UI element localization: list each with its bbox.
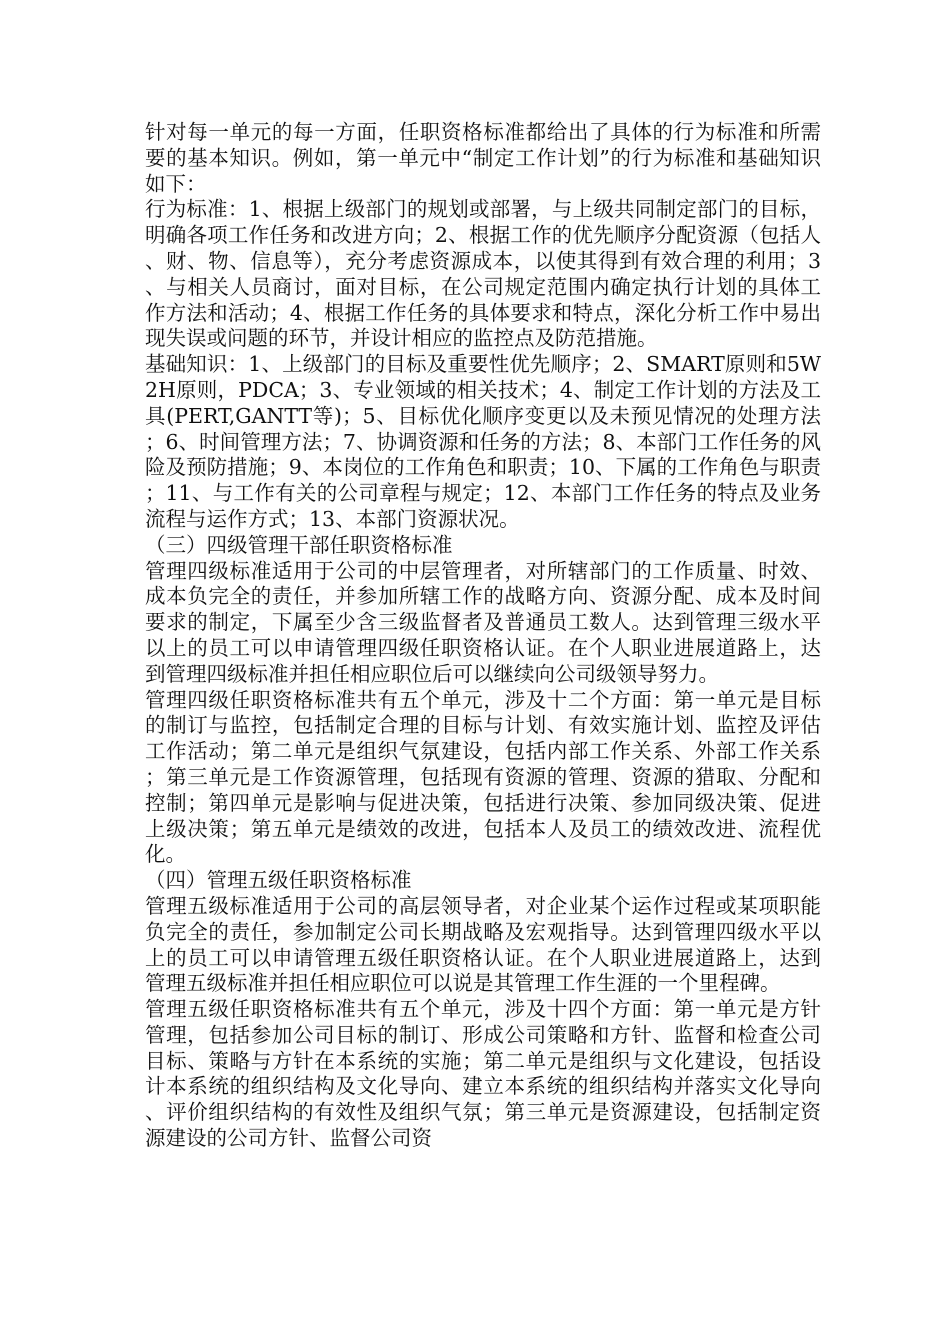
intro-paragraph: 针对每一单元的每一方面，任职资格标准都给出了具体的行为标准和所需要的基本知识。例如，第一单元中“制定工作计划”的行为标准和基础知识如下：: [145, 120, 821, 196]
basic-knowledge-paragraph: 基础知识：1、上级部门的目标及重要性优先顺序；2、SMART原则和5W2H原则，PDCA；3、专业领域的相关技术；4、制定工作计划的方法及工具(PERT,GANTT等)；5、目标优化顺序变更以及未预见情况的处理方法；6、时间管理方法；7、协调资源和任务的方法；8、本部门工作任务的风险及预防措施；9、本岗位的工作角色和职责；10、下属的工作角色与职责；11、与工作有关的公司章程与规定；12、本部门工作任务的特点及业务流程与运作方式；13、本部门资源状况。: [145, 352, 821, 531]
section-3-paragraph-1: 管理四级标准适用于公司的中层管理者，对所辖部门的工作质量、时效、成本负完全的责任，并参加所辖工作的战略方向、资源分配、成本及时间要求的制定，下属至少含三级监督者及普通员工数人。达到管理三级水平以上的员工可以申请管理四级任职资格认证。在个人职业进展道路上，达到管理四级标准并担任相应职位后可以继续向公司级领导努力。: [145, 558, 821, 686]
section-3-heading: （三）四级管理干部任职资格标准: [145, 532, 453, 557]
behavior-standard-paragraph: 行为标准：1、根据上级部门的规划或部署，与上级共同制定部门的目标，明确各项工作任务和改进方向；2、根据工作的优先顺序分配资源（包括人、财、物、信息等），充分考虑资源成本，以使其得到有效合理的利用；3、与相关人员商讨，面对目标，在公司规定范围内确定执行计划的具体工作方法和活动；4、根据工作任务的具体要求和特点，深化分析工作中易出现失误或问题的环节，并设计相应的监控点及防范措施。: [145, 197, 821, 351]
section-4-paragraph-2: 管理五级任职资格标准共有五个单元，涉及十四个方面：第一单元是方针管理，包括参加公司目标的制订、形成公司策略和方针、监督和检查公司目标、策略与方针在本系统的实施；第二单元是组织与文化建设，包括设计本系统的组织结构及文化导向、建立本系统的组织结构并落实文化导向、评价组织结构的有效性及组织气氛；第三单元是资源建设，包括制定资源建设的公司方针、监督公司资: [145, 997, 821, 1151]
document-page: [145, 120, 821, 1152]
section-4-paragraph-1: 管理五级标准适用于公司的高层领导者，对企业某个运作过程或某项职能负完全的责任，参加制定公司长期战略及宏观指导。达到管理四级水平以上的员工可以申请管理五级任职资格认证。在个人职业进展道路上，达到管理五级标准并担任相应职位可以说是其管理工作生涯的一个里程碑。: [145, 893, 821, 996]
section-3-paragraph-2: 管理四级任职资格标准共有五个单元，涉及十二个方面：第一单元是目标的制订与监控，包括制定合理的目标与计划、有效实施计划、监控及评估工作活动；第二单元是组织气氛建设，包括内部工作关系、外部工作关系；第三单元是工作资源管理，包括现有资源的管理、资源的猎取、分配和控制；第四单元是影响与促进决策，包括进行决策、参加同级决策、促进上级决策；第五单元是绩效的改进，包括本人及员工的绩效改进、流程优化。: [145, 687, 821, 867]
section-4-heading: （四）管理五级任职资格标准: [145, 868, 412, 893]
